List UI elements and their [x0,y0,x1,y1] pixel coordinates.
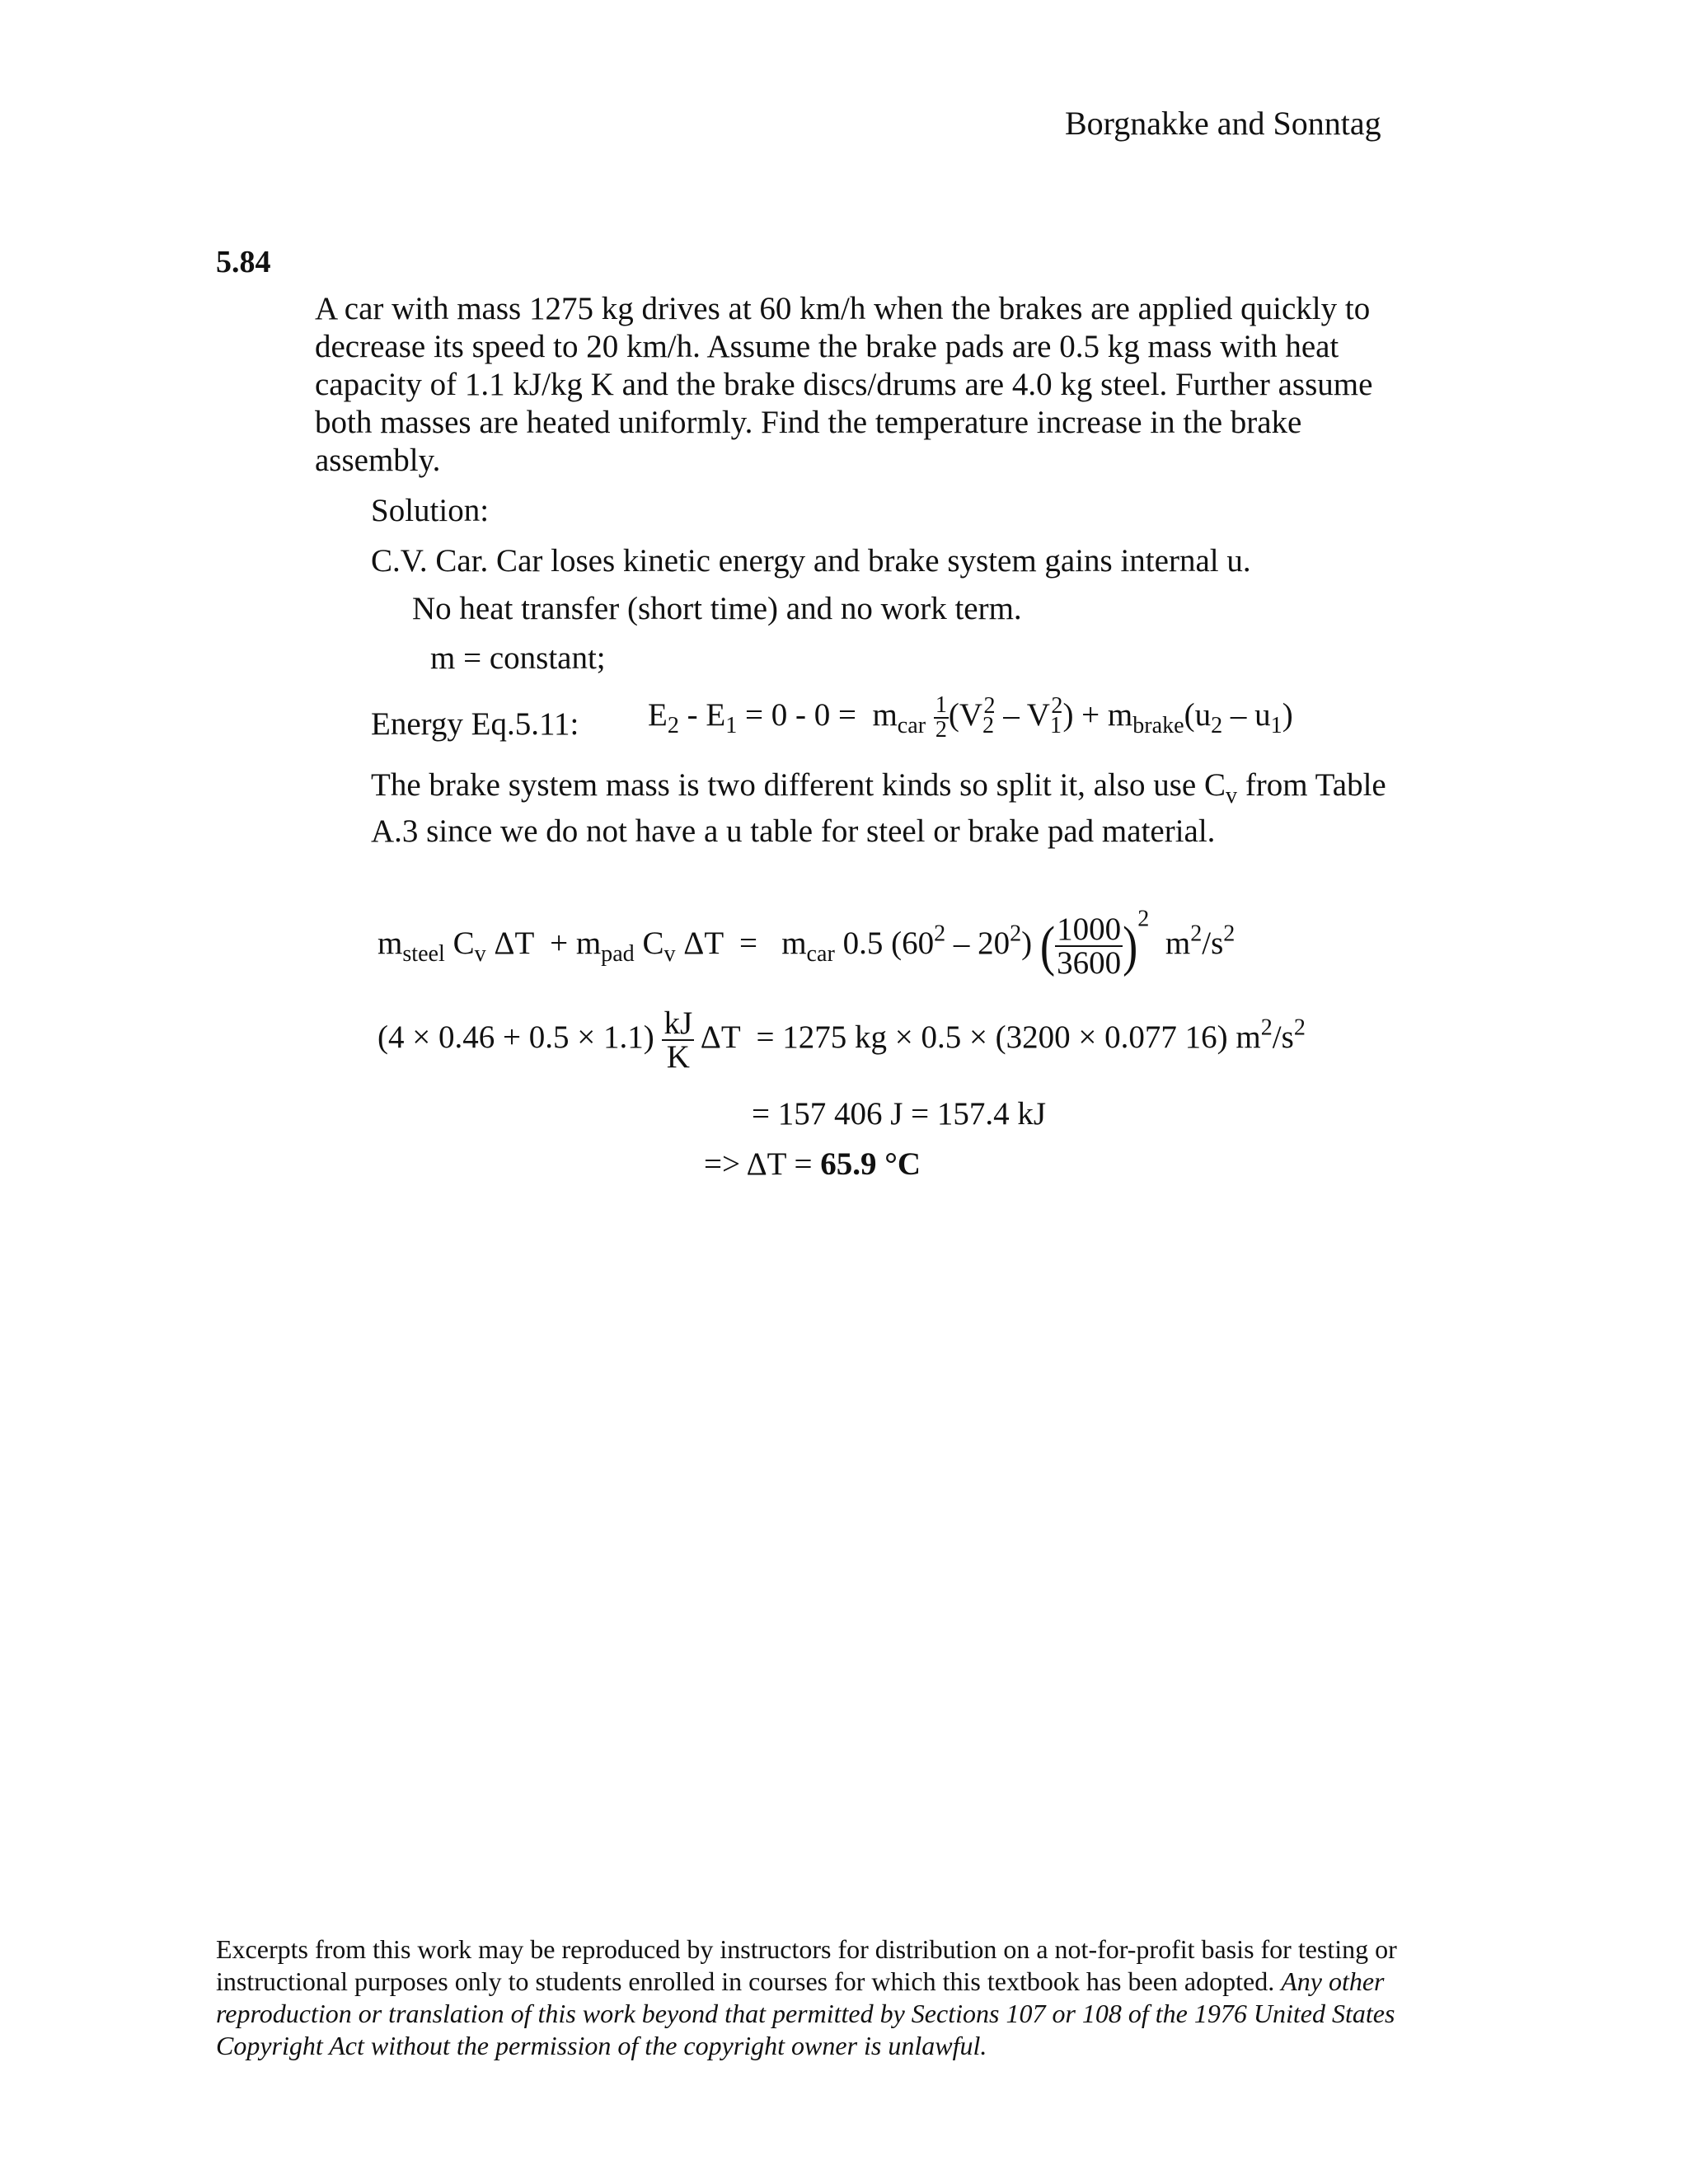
equation-energy-value: = 157 406 J = 157.4 kJ [752,1096,1047,1132]
copyright-footer: Excerpts from this work may be reproduced by instructors for distribution on a not-for-profit basis for testing or instructional purposes only to students enrolled in courses for which this textbook has been adopted. Any other reproduction or translation of this work beyond that permitted by Sections 107 or 108 of the 1976 United States Copyright Act without the permission of the copyright owner is unlawful. [216,1934,1397,2061]
split-statement-line1: The brake system mass is two different kinds so split it, also use $C_v$ from Table [371,767,1386,808]
energy-equation: $E_2 - E_1 = 0 - 0 = m_{car}$ $\frac{1}{2}$ $(V_2^2 - V_1^2) + m_{brake}(u_2 - u_1)$ [648,692,1293,743]
statement-line: A car with mass 1275 kg drives at 60 km/h when the brakes are applied quickly to [315,291,1371,326]
page-header-authors: Borgnakke and Sonntag [1065,105,1381,142]
equation-energy-balance: $m_{steel}$ $C_v$ $\Delta T + m_{pad}$ $C_v$ $\Delta T = m_{car}$ 0.5 $(60^2 - 20^2)$ ( $\frac{1000}{3600}$ )$^2$ $m^2/s^2$ [377,906,1236,981]
equation-result: => ΔT = 65.9 °C [704,1146,921,1182]
result-value: 65.9 °C [820,1146,921,1182]
statement-line: both masses are heated uniformly. Find the temperature increase in the brake [315,405,1302,440]
problem-number: 5.84 [216,245,271,279]
energy-eq-label: Energy Eq.5.11: [371,706,579,742]
equation-numeric: (4 × 0.46 + 0.5 × 1.1) $\frac{kJ}{K}$ ΔT = 1275 kg × 0.5 × (3200 × 0.077 16) $m^2/s^2$ [377,1005,1306,1075]
mass-constant-statement: m = constant; [430,640,606,676]
split-statement-line2: A.3 since we do not have a u table for steel or brake pad material. [371,813,1216,849]
statement-line: decrease its speed to 20 km/h. Assume the brake pads are 0.5 kg mass with heat [315,329,1339,364]
statement-line: capacity of 1.1 kJ/kg K and the brake discs/drums are 4.0 kg steel. Further assume [315,367,1373,402]
solution-label: Solution: [371,493,490,528]
statement-line: assembly. [315,443,441,478]
no-heat-statement: No heat transfer (short time) and no work term. [412,591,1022,626]
cv-statement: C.V. Car. Car loses kinetic energy and brake system gains internal u. [371,543,1251,579]
